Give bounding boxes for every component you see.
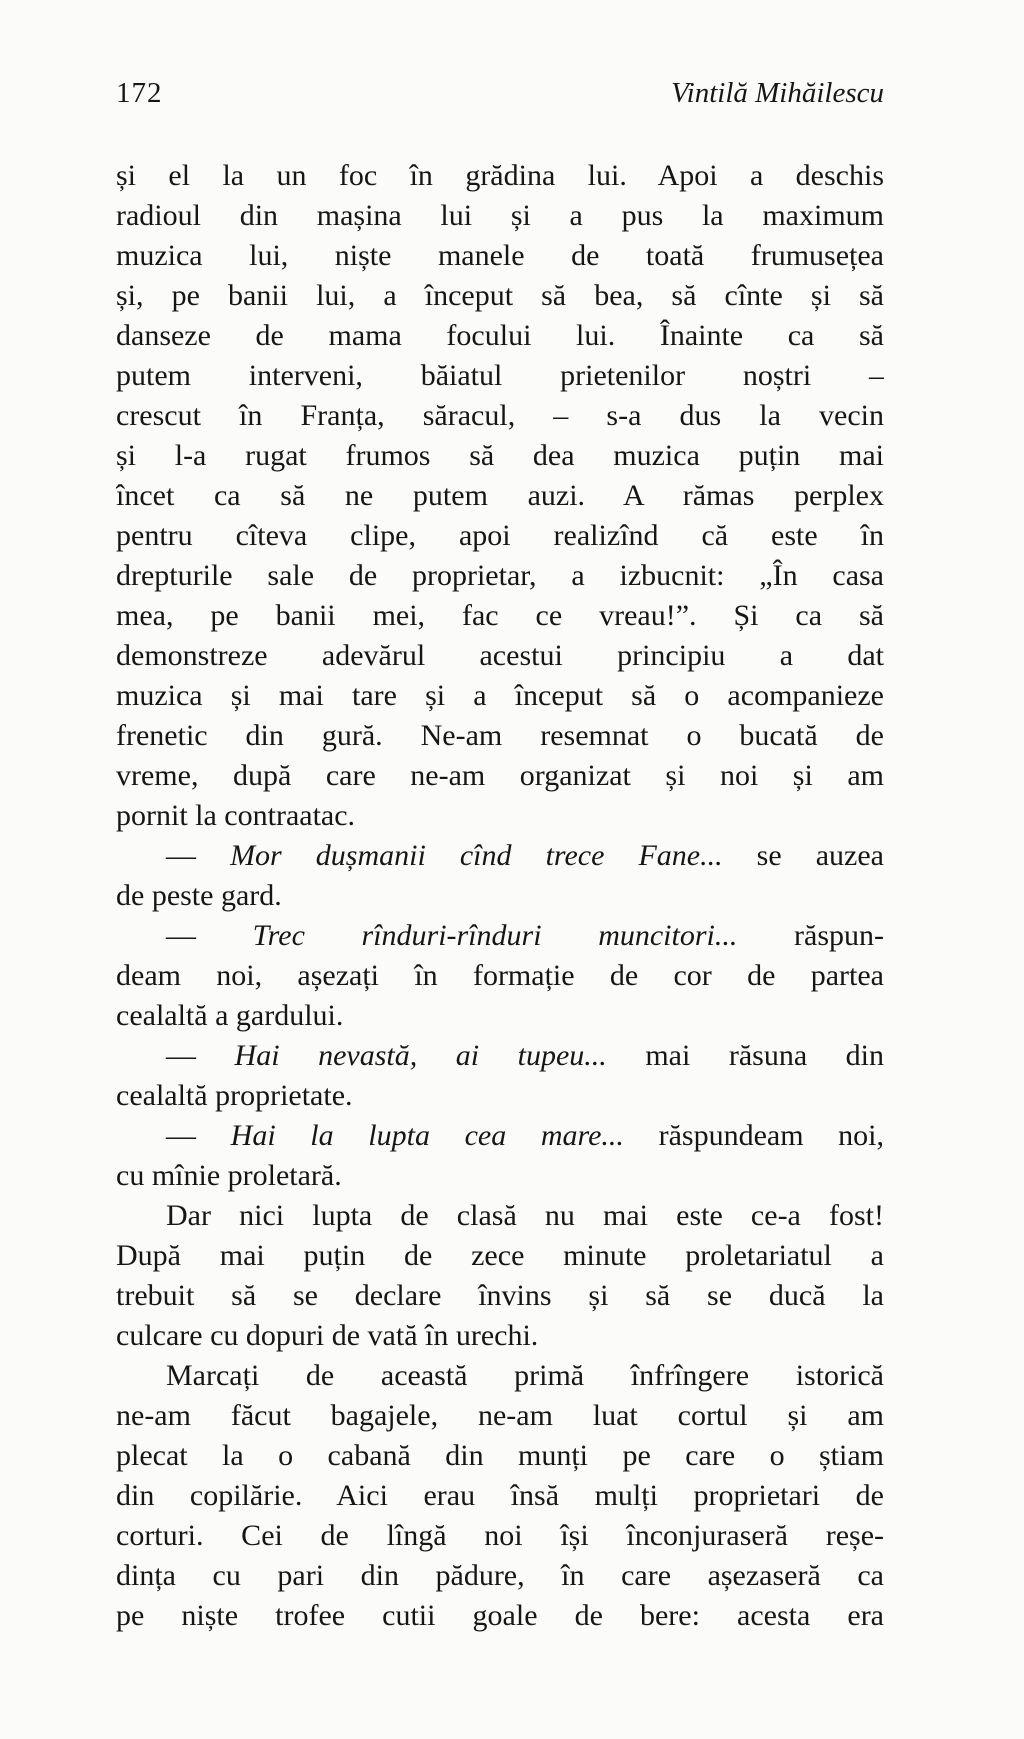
quoted-song-text: Trec rînduri-rînduri muncitori... xyxy=(252,919,738,952)
body-text: dința cu pari din pădure, în care așezaseră ca xyxy=(116,1559,884,1592)
text-line xyxy=(116,1316,884,1356)
text-line xyxy=(116,1476,884,1516)
body-text: răspundeam noi, xyxy=(623,1119,884,1152)
body-text: drepturile sale de proprietar, a izbucnit: „În casa xyxy=(116,559,884,592)
body-text: — xyxy=(166,1039,235,1072)
body-text: și, pe banii lui, a început să bea, să cînte și să xyxy=(116,279,884,312)
body-text: și el la un foc în grădina lui. Apoi a deschis xyxy=(116,159,884,192)
running-head: Vintilă Mihăilescu xyxy=(671,77,884,109)
quoted-song-text: Hai nevastă, ai tupeu... xyxy=(234,1039,607,1072)
text-line xyxy=(116,916,884,956)
body-text: cu mînie proletară. xyxy=(116,1159,342,1192)
text-line xyxy=(116,516,884,556)
body-text: culcare cu dopuri de vată în urechi. xyxy=(116,1319,539,1352)
body-text: pentru cîteva clipe, apoi realizînd că este în xyxy=(116,519,884,552)
body-text: pornit la contraatac. xyxy=(116,799,356,832)
text-line xyxy=(116,476,884,516)
body-text: cealaltă a gardului. xyxy=(116,999,344,1032)
text-line xyxy=(116,1076,884,1116)
text-line xyxy=(116,796,884,836)
body-text: din copilărie. Aici erau însă mulți proprietari de xyxy=(116,1479,884,1512)
text-line xyxy=(116,316,884,356)
text-line xyxy=(116,636,884,676)
text-line xyxy=(116,1596,884,1636)
body-text: trebuit să se declare învins și să se ducă la xyxy=(116,1279,884,1312)
body-text: radioul din mașina lui și a pus la maximum xyxy=(116,199,884,232)
body-text: de peste gard. xyxy=(116,879,282,912)
text-line xyxy=(116,1556,884,1596)
text-line xyxy=(116,676,884,716)
body-text: demonstreze adevărul acestui principiu a dat xyxy=(116,639,884,672)
body-text: — xyxy=(166,839,231,872)
body-text: mea, pe banii mei, fac ce vreau!”. Și ca să xyxy=(116,599,884,632)
text-line xyxy=(116,596,884,636)
text-line xyxy=(116,1356,884,1396)
text-line xyxy=(116,1516,884,1556)
text-line xyxy=(116,236,884,276)
body-text: încet ca să ne putem auzi. A rămas perplex xyxy=(116,479,884,512)
body-text: — xyxy=(166,1119,231,1152)
body-text: deam noi, așezați în formație de cor de partea xyxy=(116,959,884,992)
page-number: 172 xyxy=(116,77,163,109)
text-line xyxy=(116,1436,884,1476)
text-line xyxy=(116,996,884,1036)
body-text: putem interveni, băiatul prietenilor noștri – xyxy=(116,359,884,392)
body-text: și l-a rugat frumos să dea muzica puțin mai xyxy=(116,439,884,472)
text-line xyxy=(116,1396,884,1436)
text-line xyxy=(116,1196,884,1236)
body-text: Marcați de această primă înfrîngere istorică xyxy=(166,1359,884,1392)
body-text: Dar nici lupta de clasă nu mai este ce-a fost! xyxy=(166,1199,884,1232)
body-text: corturi. Cei de lîngă noi își înconjuraseră reșe- xyxy=(116,1519,884,1552)
text-line xyxy=(116,836,884,876)
text-line xyxy=(116,756,884,796)
quoted-song-text: Mor dușmanii cînd trece Fane... xyxy=(230,839,723,872)
text-line xyxy=(116,1236,884,1276)
page-body xyxy=(116,156,884,1636)
text-line xyxy=(116,956,884,996)
body-text: cealaltă proprietate. xyxy=(116,1079,353,1112)
body-text: răspun- xyxy=(737,919,884,952)
text-line xyxy=(116,556,884,596)
body-text: ne-am făcut bagajele, ne-am luat cortul și am xyxy=(116,1399,884,1432)
text-line xyxy=(116,356,884,396)
page-header xyxy=(116,76,884,110)
text-line xyxy=(116,396,884,436)
text-line xyxy=(116,1036,884,1076)
body-text: plecat la o cabană din munți pe care o știam xyxy=(116,1439,884,1472)
text-line xyxy=(116,196,884,236)
text-line xyxy=(116,436,884,476)
body-text: — xyxy=(166,919,253,952)
body-text: danseze de mama focului lui. Înainte ca să xyxy=(116,319,884,352)
text-line xyxy=(116,716,884,756)
body-text: După mai puțin de zece minute proletariatul a xyxy=(116,1239,884,1272)
body-text: pe niște trofee cutii goale de bere: acesta era xyxy=(116,1599,884,1632)
quoted-song-text: Hai la lupta cea mare... xyxy=(230,1119,624,1152)
text-line xyxy=(116,876,884,916)
body-text: mai răsuna din xyxy=(606,1039,884,1072)
body-text: vreme, după care ne-am organizat și noi și am xyxy=(116,759,884,792)
body-text: crescut în Franța, săracul, – s-a dus la vecin xyxy=(116,399,884,432)
text-line xyxy=(116,156,884,196)
text-line xyxy=(116,276,884,316)
body-text: muzica și mai tare și a început să o acompanieze xyxy=(116,679,884,712)
text-line xyxy=(116,1276,884,1316)
body-text: muzica lui, niște manele de toată frumusețea xyxy=(116,239,884,272)
body-text: frenetic din gură. Ne-am resemnat o bucată de xyxy=(116,719,884,752)
body-text: se auzea xyxy=(722,839,884,872)
text-line xyxy=(116,1116,884,1156)
text-line xyxy=(116,1156,884,1196)
